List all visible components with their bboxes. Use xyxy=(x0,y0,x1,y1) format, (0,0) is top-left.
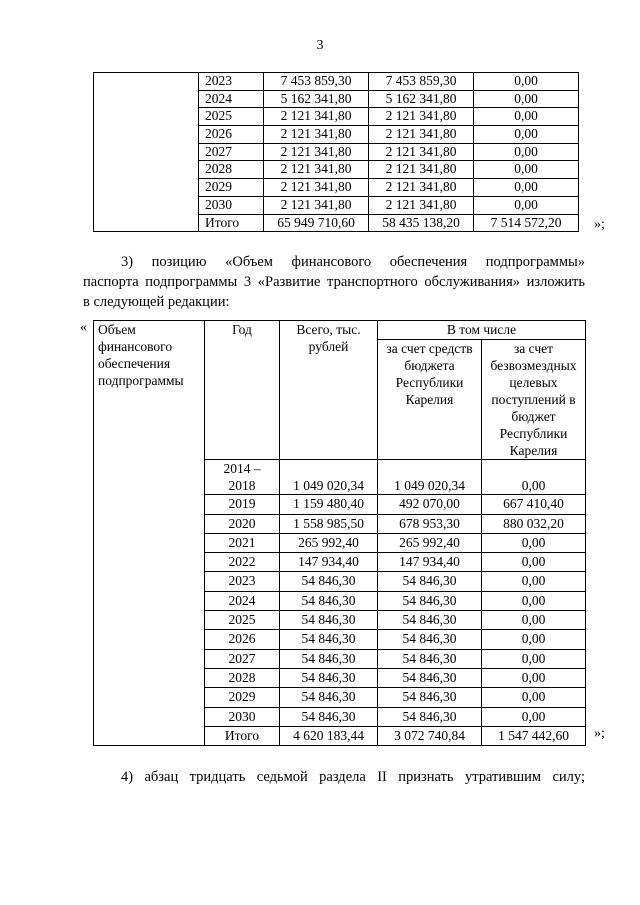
budget-cell: 492 070,00 xyxy=(378,495,482,514)
total-cell: 54 846,30 xyxy=(280,649,378,668)
budget-cell: 2 121 341,80 xyxy=(369,126,474,144)
total-cell: 54 846,30 xyxy=(280,707,378,726)
paragraph-3 xyxy=(83,252,585,312)
free-cell: 0,00 xyxy=(474,179,579,197)
budget-cell: 2 121 341,80 xyxy=(369,179,474,197)
total-cell: 54 846,30 xyxy=(280,668,378,687)
year-cell: 2027 xyxy=(199,143,264,161)
total-cell: 265 992,40 xyxy=(280,533,378,552)
page-number: 3 xyxy=(316,38,324,53)
year-cell: 2019 xyxy=(205,495,280,514)
paragraph-3-line-1: 3) позицию «Объем финансового обеспечения подпрограммы» xyxy=(121,254,585,270)
budget-cell: 678 953,30 xyxy=(378,514,482,533)
year-cell: 2022 xyxy=(205,553,280,572)
budget-cell: 54 846,30 xyxy=(378,668,482,687)
table1-closing-quote: »; xyxy=(594,217,605,232)
funding-table-continued-body xyxy=(94,73,579,232)
free-cell: 0,00 xyxy=(482,630,586,649)
year-cell: 2025 xyxy=(205,611,280,630)
total-cell: 2 121 341,80 xyxy=(264,126,369,144)
budget-cell: 54 846,30 xyxy=(378,688,482,707)
funding-label-cell xyxy=(94,73,199,232)
year-cell: 2021 xyxy=(205,533,280,552)
paragraph-4-text: 4) абзац тридцать седьмой раздела II признать утратившим силу; xyxy=(121,769,585,785)
header-including: В том числе xyxy=(378,321,586,340)
budget-cell: 54 846,30 xyxy=(378,591,482,610)
total-label-cell: Итого xyxy=(205,726,280,745)
free-cell: 0,00 xyxy=(482,611,586,630)
free-cell: 880 032,20 xyxy=(482,514,586,533)
year-cell: 2025 xyxy=(199,108,264,126)
free-cell: 0,00 xyxy=(474,126,579,144)
budget-cell: 265 992,40 xyxy=(378,533,482,552)
total-cell: 54 846,30 xyxy=(280,591,378,610)
free-cell: 0,00 xyxy=(482,707,586,726)
free-cell: 0,00 xyxy=(474,90,579,108)
budget-cell: 2 121 341,80 xyxy=(369,196,474,214)
year-cell: 2026 xyxy=(205,630,280,649)
budget-cell: 54 846,30 xyxy=(378,630,482,649)
year-cell: 2020 xyxy=(205,514,280,533)
year-cell: 2024 xyxy=(205,591,280,610)
paragraph-4 xyxy=(83,767,585,787)
free-cell: 0,00 xyxy=(474,143,579,161)
table2-opening-quote: « xyxy=(80,320,87,335)
free-cell: 667 410,40 xyxy=(482,495,586,514)
free-cell: 0,00 xyxy=(474,73,579,91)
total-cell: 2 121 341,80 xyxy=(264,108,369,126)
table-row xyxy=(94,460,586,495)
year-cell: 2023 xyxy=(199,73,264,91)
header-free: за счет безвозмездных целевых поступлений в бюджет Республики Карелия xyxy=(482,340,586,460)
budget-cell: 2 121 341,80 xyxy=(369,143,474,161)
year-cell: 2030 xyxy=(199,196,264,214)
budget-cell: 2 121 341,80 xyxy=(369,161,474,179)
year-cell: 2026 xyxy=(199,126,264,144)
year-cell: 2028 xyxy=(199,161,264,179)
total-cell: 1 049 020,34 xyxy=(280,460,378,495)
total-cell: 4 620 183,44 xyxy=(280,726,378,745)
funding-label-cell xyxy=(94,460,205,746)
budget-cell: 54 846,30 xyxy=(378,572,482,591)
total-cell: 54 846,30 xyxy=(280,572,378,591)
free-cell: 0,00 xyxy=(482,533,586,552)
budget-cell: 1 049 020,34 xyxy=(378,460,482,495)
free-cell: 0,00 xyxy=(482,688,586,707)
free-cell: 0,00 xyxy=(482,668,586,687)
year-cell: 2028 xyxy=(205,668,280,687)
free-cell: 0,00 xyxy=(482,572,586,591)
budget-cell: 147 934,40 xyxy=(378,553,482,572)
total-cell: 54 846,30 xyxy=(280,630,378,649)
free-cell: 0,00 xyxy=(482,460,586,495)
budget-cell: 54 846,30 xyxy=(378,649,482,668)
budget-cell: 54 846,30 xyxy=(378,611,482,630)
total-cell: 54 846,30 xyxy=(280,611,378,630)
total-cell: 2 121 341,80 xyxy=(264,179,369,197)
free-cell: 0,00 xyxy=(482,649,586,668)
total-cell: 2 121 341,80 xyxy=(264,143,369,161)
year-cell: 2029 xyxy=(205,688,280,707)
year-cell: 2014 – 2018 xyxy=(205,460,280,495)
funding-table-continued xyxy=(93,72,579,232)
free-cell: 0,00 xyxy=(474,161,579,179)
funding-table-subprogram-3 xyxy=(93,320,586,746)
free-cell: 0,00 xyxy=(482,553,586,572)
total-cell: 1 159 480,40 xyxy=(280,495,378,514)
table-row xyxy=(94,73,579,91)
free-cell: 7 514 572,20 xyxy=(474,214,579,232)
header-budget: за счет средств бюджета Республики Карелия xyxy=(378,340,482,460)
total-cell: 2 121 341,80 xyxy=(264,161,369,179)
funding-table-subprogram-3-body xyxy=(94,321,586,746)
total-cell: 1 558 985,50 xyxy=(280,514,378,533)
free-cell: 0,00 xyxy=(474,108,579,126)
budget-cell: 5 162 341,80 xyxy=(369,90,474,108)
total-cell: 2 121 341,80 xyxy=(264,196,369,214)
header-total: Всего, тыс. рублей xyxy=(280,321,378,460)
total-cell: 147 934,40 xyxy=(280,553,378,572)
header-year: Год xyxy=(205,321,280,460)
year-cell: 2029 xyxy=(199,179,264,197)
total-cell: 7 453 859,30 xyxy=(264,73,369,91)
budget-cell: 7 453 859,30 xyxy=(369,73,474,91)
budget-cell: 3 072 740,84 xyxy=(378,726,482,745)
budget-cell: 2 121 341,80 xyxy=(369,108,474,126)
paragraph-3-line-3: в следующей редакции: xyxy=(83,294,230,310)
total-label-cell: Итого xyxy=(199,214,264,232)
budget-cell: 58 435 138,20 xyxy=(369,214,474,232)
year-cell: 2024 xyxy=(199,90,264,108)
free-cell: 0,00 xyxy=(474,196,579,214)
table2-closing-quote: »; xyxy=(594,726,605,741)
free-cell: 0,00 xyxy=(482,591,586,610)
year-cell: 2027 xyxy=(205,649,280,668)
total-cell: 54 846,30 xyxy=(280,688,378,707)
total-cell: 5 162 341,80 xyxy=(264,90,369,108)
header-funding-label: Объем финансового обеспечения подпрограммы xyxy=(94,321,205,460)
year-cell: 2030 xyxy=(205,707,280,726)
free-cell: 1 547 442,60 xyxy=(482,726,586,745)
total-cell: 65 949 710,60 xyxy=(264,214,369,232)
year-cell: 2023 xyxy=(205,572,280,591)
table-header-row xyxy=(94,321,586,340)
budget-cell: 54 846,30 xyxy=(378,707,482,726)
paragraph-3-line-2: паспорта подпрограммы 3 «Развитие транспортного обслуживания» изложить xyxy=(83,274,585,290)
